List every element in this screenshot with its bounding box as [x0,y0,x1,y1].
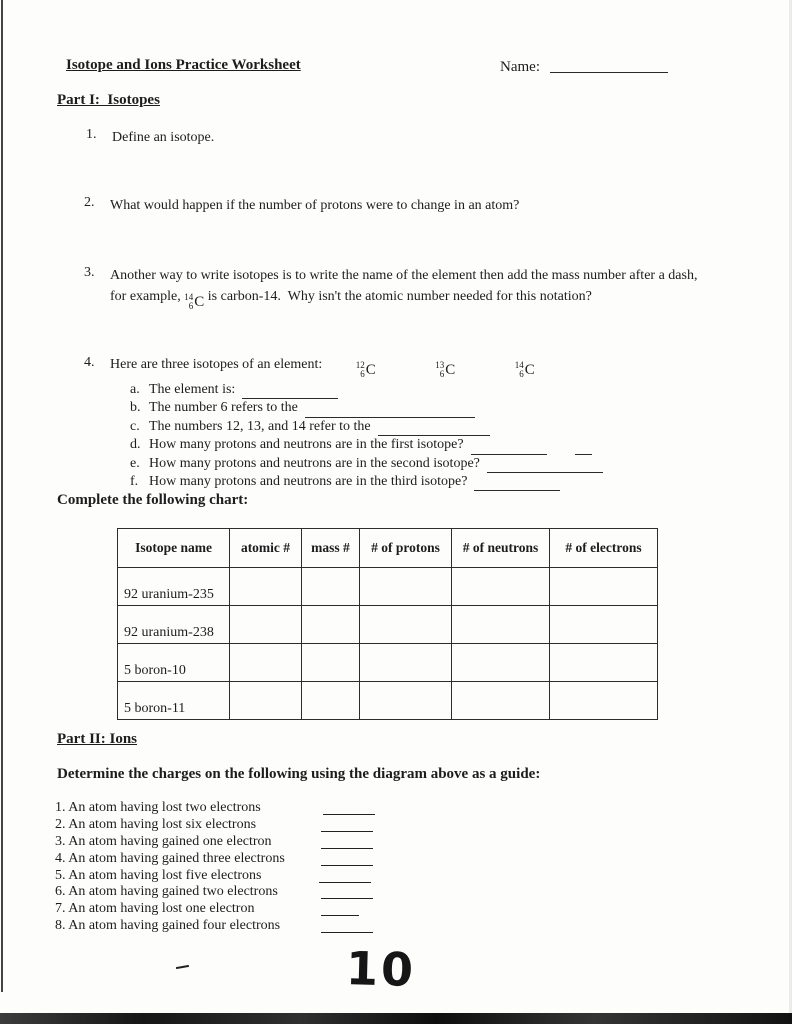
element-symbol: C [194,294,205,310]
part2-heading: Part II: Ions [57,731,138,747]
question-2-text: What would happen if the number of protons were to change in an atom? [110,198,520,213]
subpart-d-letter: d. [130,437,141,453]
chart-header-protons: # of protons [360,529,452,568]
subpart-a-text: The element is: [149,381,236,397]
handwritten-score [346,942,416,996]
chart-header-atomic-number: atomic # [230,529,302,568]
subpart-c-letter: c. [130,418,140,434]
chart-row-boron-11 [118,682,658,720]
answer-blank [305,405,475,418]
chart-cell-empty [452,568,550,606]
chart-cell-empty [452,644,550,682]
scan-edge-left [1,0,3,992]
name-blank-line [550,60,668,73]
subpart-f-text: How many protons and neutrons are in the third isotope? [149,473,468,489]
atomic-number: 6 [188,300,194,311]
name-label: Name: [500,59,540,75]
ion-item-5 [55,868,375,885]
part1-heading: Part I: Isotopes [57,92,160,108]
subpart-f [130,473,754,491]
ion-item-3-text: 3. An atom having gained one electron [55,833,272,849]
ion-item-8-text: 8. An atom having gained four electrons [55,918,281,934]
question-3-line2-before: for example, [110,289,185,304]
ion-item-7-text: 7. An atom having lost one electron [55,901,255,917]
question-3-text [110,265,754,310]
atomic-number: 6 [439,368,445,379]
chart-cell-isotope-name: 5 boron-10 [118,644,230,682]
answer-blank [321,819,373,832]
question-4-text: Here are three isotopes of an element: [110,357,323,372]
ion-item-8 [55,918,375,935]
subpart-a-letter: a. [130,381,140,397]
question-4-subparts [130,381,754,491]
question-4-number: 4. [84,355,95,370]
chart-cell-empty [550,568,658,606]
question-3-line2-after: is carbon-14. Why isn't the atomic number needed for this notation? [204,289,592,304]
question-2 [84,195,744,216]
ion-item-1-text: 1. An atom having lost two electrons [55,800,261,815]
answer-blank [321,903,359,916]
subpart-e-text: How many protons and neutrons are in the second isotope? [149,455,480,471]
answer-blank [321,920,373,933]
chart-instruction: Complete the following chart: [57,492,249,508]
chart-header-row [118,529,658,568]
answer-blank [487,460,603,473]
ion-item-1 [55,800,375,817]
handwritten-dash [176,965,189,969]
isotope-notation-c12 [356,361,376,378]
chart-row-boron-10 [118,644,658,682]
subpart-e [130,455,754,473]
chart-cell-isotope-name: 92 uranium-235 [118,568,230,606]
ion-list [55,800,375,935]
chart-cell-empty [550,644,658,682]
subpart-c-text: The numbers 12, 13, and 14 refer to the [149,418,371,434]
chart-cell-empty [360,606,452,644]
subpart-b-letter: b. [130,400,141,416]
chart-cell-empty [452,606,550,644]
subpart-f-letter: f. [130,473,139,489]
subpart-b-text: The number 6 refers to the [149,400,298,416]
answer-blank-extra [575,442,592,455]
answer-blank [323,802,375,815]
chart-cell-empty [230,644,302,682]
atomic-number: 6 [360,368,365,379]
mass-number: 13 [435,360,445,370]
question-1 [86,127,736,148]
subpart-a [130,381,754,399]
isotope-notation-carbon14 [184,293,204,310]
answer-blank [378,423,490,436]
chart-header-isotope-name: Isotope name [118,529,230,568]
answer-blank [242,386,338,399]
subpart-b [130,399,754,417]
chart-cell-isotope-name: 92 uranium-238 [118,606,230,644]
question-4-stem [84,355,754,378]
element-symbol: C [445,362,456,378]
chart-cell-empty [302,606,360,644]
subpart-d [130,436,754,454]
answer-blank [474,478,560,491]
chart-cell-empty [550,606,658,644]
question-3-line1: Another way to write isotopes is to write the name of the element then add the mass number after a dash, [110,268,698,283]
answer-blank [471,442,547,455]
mass-number: 14 [514,360,524,370]
answer-blank [321,886,373,899]
name-field [500,59,668,76]
chart-header-mass-number: mass # [302,529,360,568]
chart-cell-empty [452,682,550,720]
atomic-number: 6 [519,368,524,379]
answer-blank [321,853,373,866]
chart-cell-isotope-name: 5 boron-11 [118,682,230,720]
ion-item-6 [55,884,375,901]
question-2-number: 2. [84,195,95,210]
isotope-notation-c13 [435,361,455,378]
handwritten-score-text: 10 [345,941,417,997]
answer-blank [319,870,371,883]
question-4-text-row [110,355,535,378]
element-symbol: C [365,362,376,378]
scan-edge-bottom [0,1013,792,1024]
chart-cell-empty [360,568,452,606]
answer-blank [321,836,373,849]
chart-row-uranium-238 [118,606,658,644]
chart-cell-empty [360,682,452,720]
chart-cell-empty [302,644,360,682]
question-1-number: 1. [86,127,97,142]
subpart-e-letter: e. [130,455,140,471]
subpart-d-text: How many protons and neutrons are in the first isotope? [149,437,464,453]
chart-cell-empty [360,644,452,682]
ion-item-5-text: 5. An atom having lost five electrons [55,867,262,883]
chart-header-electrons: # of electrons [550,529,658,568]
isotope-notation-c14 [515,361,535,378]
ion-item-3 [55,834,375,851]
isotope-chart-table [117,528,658,720]
question-4 [84,355,754,491]
ion-item-4-text: 4. An atom having gained three electrons [55,850,285,866]
chart-cell-empty [302,568,360,606]
chart-header-neutrons: # of neutrons [452,529,550,568]
ion-item-2 [55,817,375,834]
question-3 [84,265,754,310]
question-3-number: 3. [84,265,95,280]
subpart-c [130,418,754,436]
ion-item-4 [55,851,375,868]
question-1-text: Define an isotope. [112,130,215,145]
mass-number: 14 [184,292,194,302]
chart-row-uranium-235 [118,568,658,606]
ion-item-6-text: 6. An atom having gained two electrons [55,884,278,900]
chart-cell-empty [550,682,658,720]
chart-cell-empty [230,682,302,720]
chart-cell-empty [230,568,302,606]
mass-number: 12 [355,360,365,370]
element-symbol: C [524,362,535,378]
chart-cell-empty [302,682,360,720]
ion-item-2-text: 2. An atom having lost six electrons [55,816,257,832]
page-title: Isotope and Ions Practice Worksheet [66,57,301,73]
part2-instruction: Determine the charges on the following using the diagram above as a guide: [57,766,541,782]
chart-cell-empty [230,606,302,644]
ion-item-7 [55,901,375,918]
